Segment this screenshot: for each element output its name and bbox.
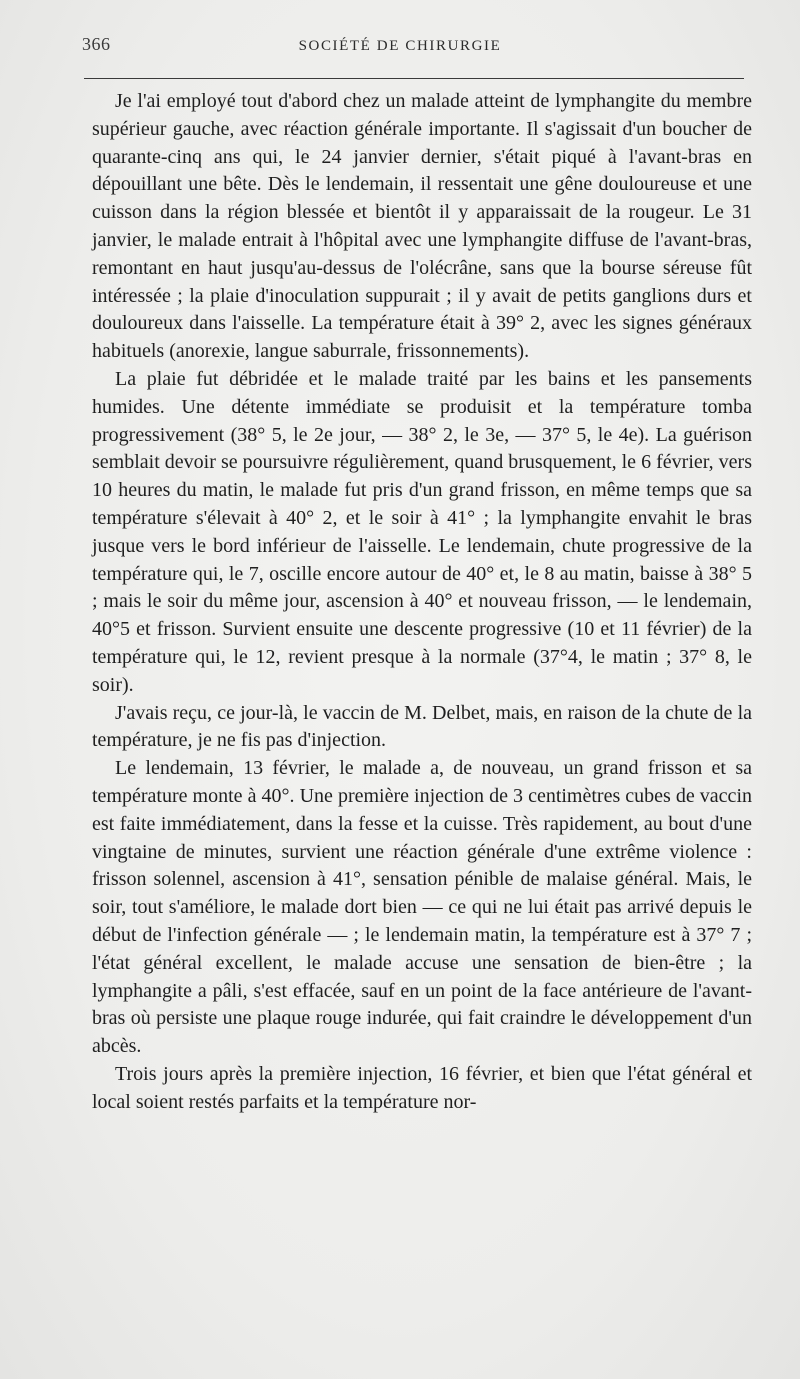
running-title: SOCIÉTÉ DE CHIRURGIE <box>298 38 502 54</box>
paragraph-1: Je l'ai employé tout d'abord chez un malade atteint de lymphangite du membre supérieur gauche, avec réaction générale importante. Il s'agissait d'un boucher de quarante-cinq ans qui, le 24 janvier dernier, s'était piqué à l'avant-bras en dépouillant une bête. Dès le lendemain, il ressentait une gêne douloureuse et une cuisson dans la région blessée et bientôt il y apparaissait de la rougeur. Le 31 janvier, le malade entrait à l'hôpital avec une lymphangite diffuse de l'avant-bras, remontant en haut jusqu'au-dessus de l'olécrâne, sans que la bourse séreuse fût intéressée ; la plaie d'inoculation suppurait ; il y avait de petits ganglions durs et douloureux dans l'aisselle. La température était à 39° 2, avec les signes généraux habituels (anorexie, langue saburrale, frissonnements). <box>92 90 752 363</box>
paragraph-5: Trois jours après la première injection, 16 février, et bien que l'état général et local soient restés parfaits et la température nor- <box>92 1062 752 1113</box>
header-rule <box>84 78 744 79</box>
paragraph-2: La plaie fut débridée et le malade traité par les bains et les pansements humides. Une détente immédiate se produisit et la température tomba progressivement (38° 5, le 2e jour, — 38° 2, le 3e, — 37° 5, le 4e). La guérison semblait devoir se poursuivre régulièrement, quand brusquement, le 6 février, vers 10 heures du matin, le malade fut pris d'un grand frisson, en même temps que sa température s'élevait à 40° 2, et le soir à 41° ; la lymphangite envahit le bras jusque vers le bord inférieur de l'aisselle. Le lendemain, chute progressive de la température qui, le 7, oscille encore autour de 40° et, le 8 au matin, baisse à 38° 5 ; mais le soir du même jour, ascension à 40° et nouveau frisson, — le lendemain, 40°5 et frisson. Survient ensuite une descente progressive (10 et 11 février) de la température qui, le 12, revient presque à la normale (37°4, le matin ; 37° 8, le soir). <box>92 367 752 696</box>
body-text <box>92 88 752 1116</box>
paragraph-4: Le lendemain, 13 février, le malade a, de nouveau, un grand frisson et sa température monte à 40°. Une première injection de 3 centimètres cubes de vaccin est faite immédiatement, dans la fesse et la cuisse. Très rapidement, au bout d'une vingtaine de minutes, survient une réaction générale d'une extrême violence : frisson solennel, ascension à 41°, sensation pénible de malaise général. Mais, le soir, tout s'améliore, le malade dort bien — ce qui ne lui était pas arrivé depuis le début de l'infection générale — ; le lendemain matin, la température est à 37° 7 ; l'état général excellent, le malade accuse une sensation de bien-être ; la lymphangite a pâli, s'est effacée, sauf en un point de la face antérieure de l'avant-bras où persiste une plaque rouge indurée, qui fait craindre le développement d'un abcès. <box>92 757 752 1058</box>
paragraph-3: J'avais reçu, ce jour-là, le vaccin de M. Delbet, mais, en raison de la chute de la température, je ne fis pas d'injection. <box>92 701 752 752</box>
page-number: 366 <box>82 34 111 54</box>
